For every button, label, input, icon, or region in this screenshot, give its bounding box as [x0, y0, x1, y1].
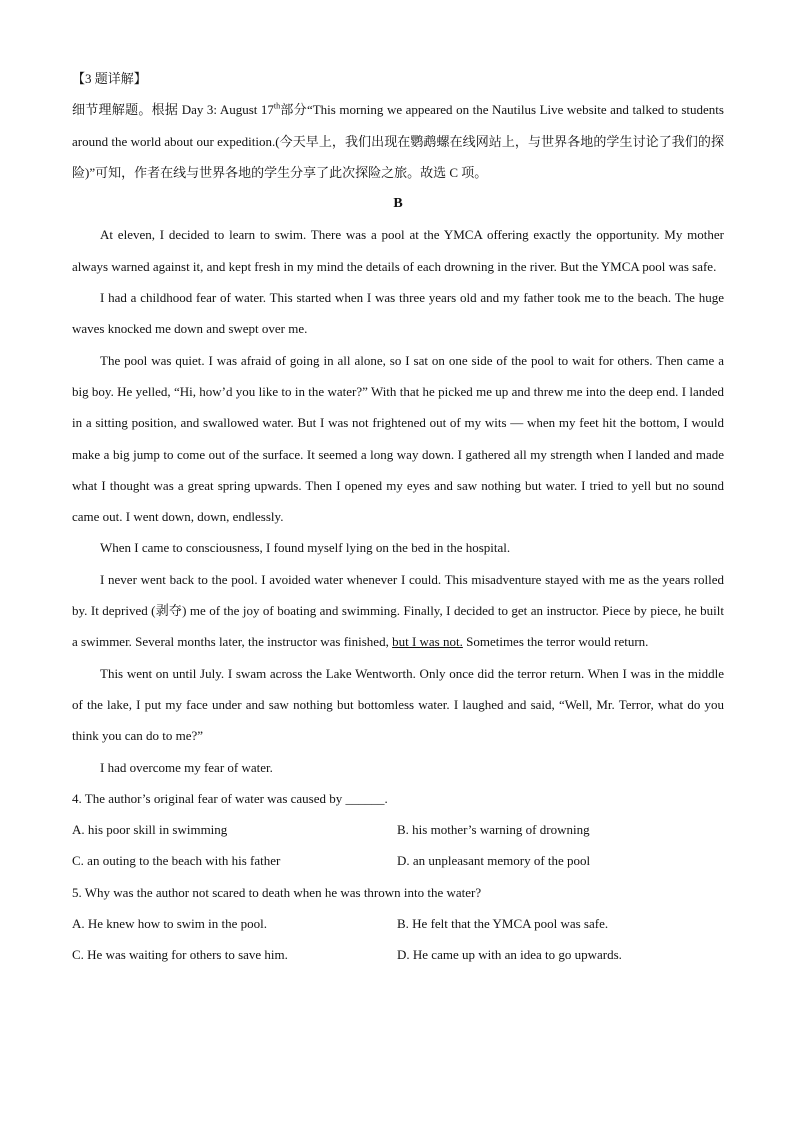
passage-paragraph-4: When I came to consciousness, I found myself lying on the bed in the hospital.	[100, 540, 511, 556]
passage-paragraph-6: This went on until July. I swam across the Lake Wentworth. Only once did the terror return. When I was in the middle of the lake, I put my face under and saw nothing but bottomless water. I laughed and said, “Well, Mr. Terror, what do you think you can do to me?”	[72, 665, 724, 744]
p5-underlined-text: but I was not.	[392, 634, 463, 650]
q3-explanation-sup: th	[273, 101, 281, 111]
q3-explanation-text	[72, 94, 724, 188]
question-5-option-b: B. He felt that the YMCA pool was safe.	[397, 916, 609, 932]
passage-paragraph-7: I had overcome my fear of water.	[100, 759, 273, 775]
q3-explanation-text-post: 部分“This morning we appeared on the Nautilus Live website and talked to students around the world about our expedition.(今天早上，我们出现在鹦鹉螺在线网站上，与世界各地的学生讨论了我们的探险)”可知，作者在线与世界各地的学生分享了此次探险之旅。故选 C 项。	[72, 102, 724, 180]
question-4-option-b: B. his mother’s warning of drowning	[397, 822, 590, 838]
passage-paragraph-3: The pool was quiet. I was afraid of going in all alone, so I sat on one side of the pool to wait for others. Then came a big boy. He yelled, “Hi, how’d you like to in the water?” With that he picked me up and threw me into the deep end. I landed in a sitting position, and swallowed water. But I was not frightened out of my wits — when my feet hit the bottom, I would make a big jump to come out of the surface. It seemed a long way down. I gathered all my strength when I landed and made what I thought was a great spring upwards. Then I opened my eyes and saw nothing but water. I tried to yell but no sound came out. I went down, down, endlessly.	[72, 352, 724, 525]
passage-paragraph-2: I had a childhood fear of water. This started when I was three years old and my father took me to the beach. The huge waves knocked me down and swept over me.	[72, 290, 724, 337]
p5-text-post: Sometimes the terror would return.	[462, 634, 649, 650]
question-4-options-row-1	[72, 814, 724, 845]
document-page	[72, 63, 724, 971]
question-5-option-a: A. He knew how to swim in the pool.	[72, 916, 267, 932]
passage-paragraph-5	[72, 564, 724, 658]
question-4-option-c: C. an outing to the beach with his father	[72, 853, 281, 869]
question-5-stem: 5. Why was the author not scared to death when he was thrown into the water?	[72, 884, 482, 900]
question-4-option-d: D. an unpleasant memory of the pool	[397, 853, 591, 869]
q3-explanation-heading: 【3 题详解】	[72, 71, 147, 86]
q3-explanation-text-pre: 细节理解题。根据 Day 3: August 17	[72, 102, 274, 118]
passage-paragraph-1: At eleven, I decided to learn to swim. There was a pool at the YMCA offering exactly the opportunity. My mother always warned against it, and kept fresh in my mind the details of each drowning in the river. But the YMCA pool was safe.	[72, 227, 724, 274]
question-4-options-row-2	[72, 845, 724, 876]
question-5-options-row-2	[72, 939, 724, 970]
section-title: B	[393, 196, 403, 212]
question-4-stem: 4. The author’s original fear of water was caused by ______.	[72, 790, 388, 806]
p5-text-pre: I never went back to the pool. I avoided water whenever I could. This misadventure stayed with me as the years rolled by. It deprived (剥夺) me of the joy of boating and swimming. Finally, I decided to get an instructor. Piece by piece, he built a swimmer. Several months later, the instructor was finished,	[72, 571, 724, 650]
question-5-option-c: C. He was waiting for others to save him.	[72, 947, 288, 963]
question-4-option-a: A. his poor skill in swimming	[72, 822, 228, 838]
question-5-options-row-1	[72, 908, 724, 939]
question-5-option-d: D. He came up with an idea to go upwards.	[397, 947, 622, 963]
